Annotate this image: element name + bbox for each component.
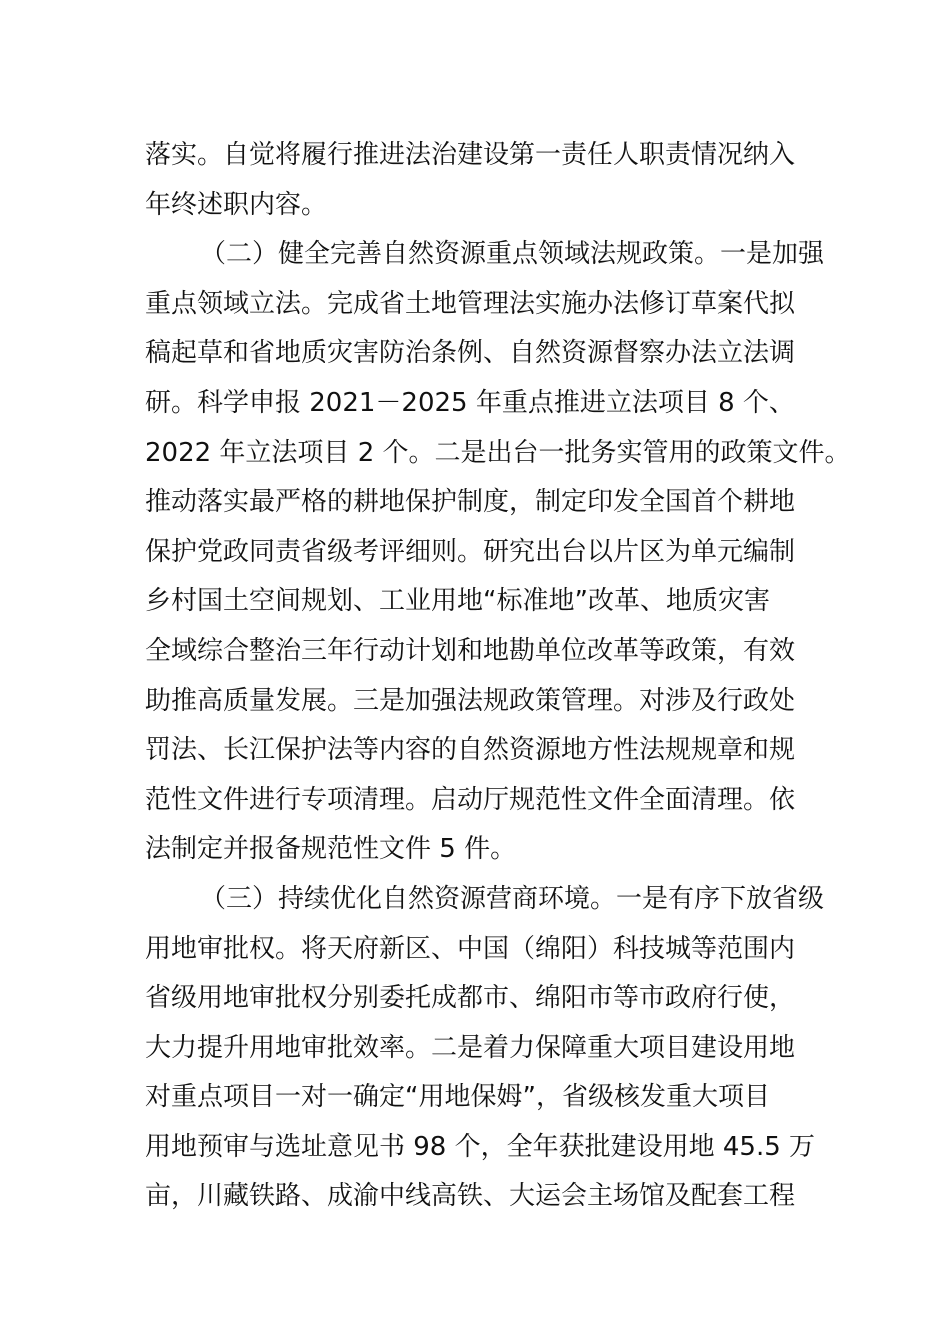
text-line: 乡村国土空间规划、工业用地“标准地”改革、地质灾害 — [145, 586, 770, 617]
text-line: 亩，川藏铁路、成渝中线高铁、大运会主场馆及配套工程 — [145, 1181, 796, 1212]
text-line: 用地预审与选址意见书 98 个，全年获批建设用地 45.5 万 — [145, 1131, 816, 1162]
text-line: 大力提升用地审批效率。二是着力保障重大项目建设用地 — [145, 1032, 796, 1063]
text-line: 法制定并报备规范性文件 5 件。 — [145, 834, 517, 865]
text-line: 省级用地审批权分别委托成都市、绵阳市等市政府行使， — [145, 983, 796, 1014]
text-line: 落实。自觉将履行推进法治建设第一责任人职责情况纳入 — [145, 140, 796, 170]
text-line: 范性文件进行专项清理。启动厅规范性文件全面清理。依 — [145, 784, 796, 815]
document-body — [145, 131, 851, 1222]
text-line: 研。科学申报 2021－2025 年重点推进立法项目 8 个、 — [145, 387, 795, 418]
text-line: 2022 年立法项目 2 个。二是出台一批务实管用的政策文件。 — [145, 437, 851, 468]
section-heading-line: （二）健全完善自然资源重点领域法规政策。一是加强 — [200, 239, 825, 270]
text-line: 保护党政同责省级考评细则。研究出台以片区为单元编制 — [145, 536, 796, 567]
text-line: 对重点项目一对一确定“用地保姆”，省级核发重大项目 — [145, 1082, 770, 1113]
text-line: 助推高质量发展。三是加强法规政策管理。对涉及行政处 — [145, 685, 796, 716]
text-line: 年终述职内容。 — [145, 189, 328, 220]
text-line: 推动落实最严格的耕地保护制度，制定印发全国首个耕地 — [145, 487, 796, 518]
text-line: 罚法、长江保护法等内容的自然资源地方性法规规章和规 — [145, 735, 796, 766]
section-heading-line: （三）持续优化自然资源营商环境。一是有序下放省级 — [200, 883, 825, 914]
text-line: 全域综合整治三年行动计划和地勘单位改革等政策，有效 — [145, 635, 796, 666]
text-line: 稿起草和省地质灾害防治条例、自然资源督察办法立法调 — [145, 338, 796, 369]
text-line: 重点领域立法。完成省土地管理法实施办法修订草案代拟 — [145, 288, 796, 319]
text-line: 用地审批权。将天府新区、中国（绵阳）科技城等范围内 — [145, 933, 796, 964]
